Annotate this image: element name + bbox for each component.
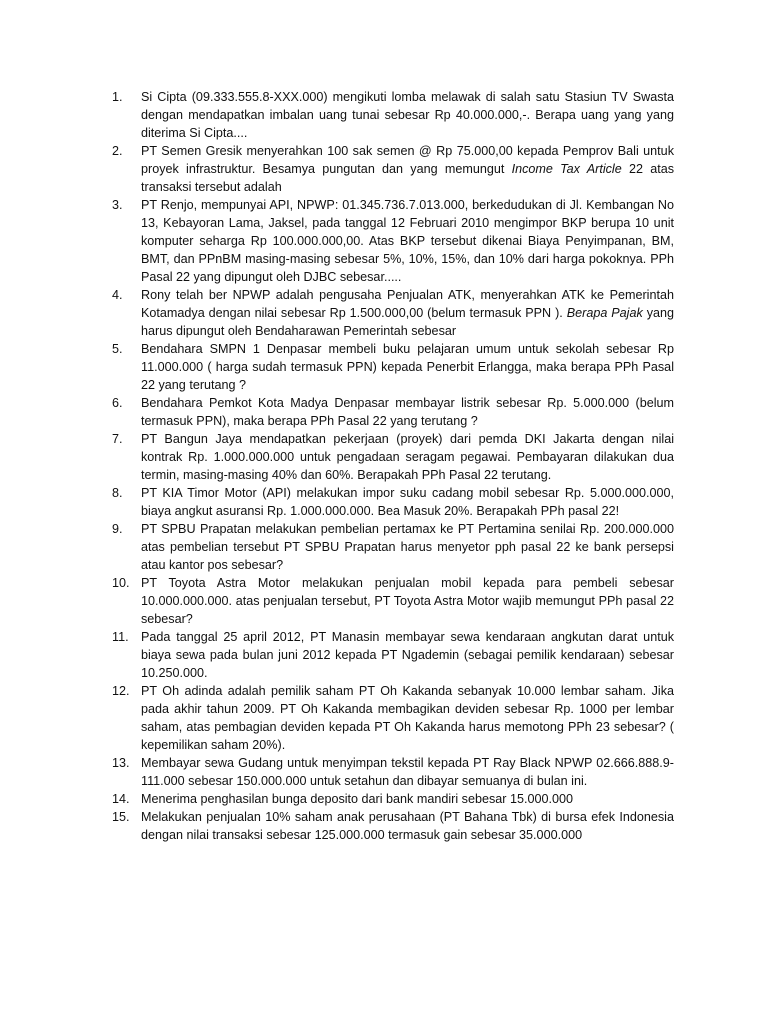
item-text-part: Rony telah ber NPWP adalah pengusaha Penjualan ATK, menyerahkan ATK ke Pemerintah Kotamadya dengan nilai sebesar Rp 1.500.000,00 (belum termasuk PPN ). — [141, 288, 674, 320]
item-text: Pada tanggal 25 april 2012, PT Manasin membayar sewa kendaraan angkutan darat untuk biaya sewa pada bulan juni 2012 kepada PT Ngademin (sebagai pemilik kendaraan) sebesar 10.250.000. — [141, 630, 674, 680]
item-text: Menerima penghasilan bunga deposito dari bank mandiri sebesar 15.000.000 — [141, 792, 573, 806]
question-list — [112, 88, 674, 844]
list-item — [112, 142, 674, 196]
item-text: Bendahara SMPN 1 Denpasar membeli buku pelajaran umum untuk sekolah sebesar Rp 11.000.000 ( harga sudah termasuk PPN) kepada Penerbit Erlangga, maka berapa PPh Pasal 22 yang terutang ? — [141, 342, 674, 392]
item-number: 4. — [112, 288, 123, 302]
item-text: Melakukan penjualan 10% saham anak perusahaan (PT Bahana Tbk) di bursa efek Indonesia dengan nilai transaksi sebesar 125.000.000 termasuk gain sebesar 35.000.000 — [141, 810, 674, 842]
list-item — [112, 340, 674, 394]
list-item — [112, 88, 674, 142]
item-text: PT Toyota Astra Motor melakukan penjualan mobil kepada para pembeli sebesar 10.000.000.000. atas penjualan tersebut, PT Toyota Astra Motor wajib memungut PPh pasal 22 sebesar? — [141, 576, 674, 626]
list-item — [112, 628, 674, 682]
item-text: PT SPBU Prapatan melakukan pembelian pertamax ke PT Pertamina senilai Rp. 200.000.000 atas pembelian tersebut PT SPBU Prapatan harus menyetor pph pasal 22 ke bank persepsi atau kantor pos sebesar? — [141, 522, 674, 572]
item-number: 10. — [112, 576, 130, 590]
item-text: Membayar sewa Gudang untuk menyimpan tekstil kepada PT Ray Black NPWP 02.666.888.9-111.000 sebesar 150.000.000 untuk setahun dan dibayar semuanya di bulan ini. — [141, 756, 674, 788]
item-text: Si Cipta (09.333.555.8-XXX.000) mengikuti lomba melawak di salah satu Stasiun TV Swasta dengan mendapatkan imbalan uang tunai sebesar Rp 40.000.000,-. Berapa uang yang yang diterima Si Cipta.... — [141, 90, 674, 140]
item-number: 7. — [112, 432, 123, 446]
list-item — [112, 808, 674, 844]
item-number: 11. — [112, 630, 129, 644]
item-text-part: 22 atas transaksi tersebut adalah — [141, 162, 675, 194]
list-item — [112, 682, 674, 754]
list-item — [112, 520, 674, 574]
item-text-emphasis: Berapa Pajak — [566, 306, 643, 320]
list-item — [112, 754, 674, 790]
item-text: PT KIA Timor Motor (API) melakukan impor suku cadang mobil sebesar Rp. 5.000.000.000, biaya angkut asuransi Rp. 1.000.000.000. Bea Masuk 20%. Berapakah PPh pasal 22! — [141, 486, 674, 518]
item-number: 6. — [112, 396, 123, 410]
item-number: 2. — [112, 144, 123, 158]
item-text-part: PT Semen Gresik menyerahkan 100 sak semen @ Rp 75.000,00 kepada Pemprov Bali untuk proyek infrastruktur. Besamya pungutan dan yang memungut — [141, 144, 674, 176]
item-text: Bendahara Pemkot Kota Madya Denpasar membayar listrik sebesar Rp. 5.000.000 (belum termasuk PPN), maka berapa PPh Pasal 22 yang terutang ? — [141, 396, 674, 428]
list-item — [112, 286, 674, 340]
item-number: 9. — [112, 522, 123, 536]
item-number: 13. — [112, 756, 130, 770]
item-text — [141, 286, 674, 340]
item-number: 8. — [112, 486, 123, 500]
item-number: 5. — [112, 342, 123, 356]
item-text-emphasis: Income Tax Article — [511, 162, 622, 176]
item-text-part: yang harus dipungut oleh Bendaharawan Pemerintah sebesar — [141, 306, 675, 338]
list-item — [112, 196, 674, 286]
list-item — [112, 430, 674, 484]
item-text — [141, 142, 674, 196]
item-number: 1. — [112, 90, 123, 104]
item-number: 14. — [112, 792, 130, 806]
list-item — [112, 790, 674, 808]
item-text: PT Oh adinda adalah pemilik saham PT Oh Kakanda sebanyak 10.000 lembar saham. Jika pada akhir tahun 2009. PT Oh Kakanda membagikan deviden sebesar Rp. 1000 per lembar saham, atas pembagian deviden kepada PT Oh Kakanda harus memotong PPh 23 sebesar? ( kepemilikan saham 20%). — [141, 684, 674, 752]
list-item — [112, 394, 674, 430]
item-text: PT Bangun Jaya mendapatkan pekerjaan (proyek) dari pemda DKI Jakarta dengan nilai kontrak Rp. 1.000.000.000 untuk pengadaan seragam pegawai. Pembayaran dilakukan dua termin, masing-masing 40% dan 60%. Berapakah PPh Pasal 22 terutang. — [141, 432, 674, 482]
item-number: 12. — [112, 684, 130, 698]
item-text: PT Renjo, mempunyai API, NPWP: 01.345.736.7.013.000, berkedudukan di Jl. Kembangan No 13, Kebayoran Lama, Jaksel, pada tanggal 12 Februari 2010 mengimpor BKP berupa 10 unit komputer seharga Rp 100.000.000,00. Atas BKP tersebut dikenai Biaya Penyimpanan, BM, BMT, dan PPnBM masing-masing sebesar 5%, 10%, 15%, dan 10% dari harga pokoknya. PPh Pasal 22 yang dipungut oleh DJBC sebesar..... — [141, 198, 674, 284]
item-number: 15. — [112, 810, 130, 824]
item-number: 3. — [112, 198, 123, 212]
list-item — [112, 574, 674, 628]
list-item — [112, 484, 674, 520]
